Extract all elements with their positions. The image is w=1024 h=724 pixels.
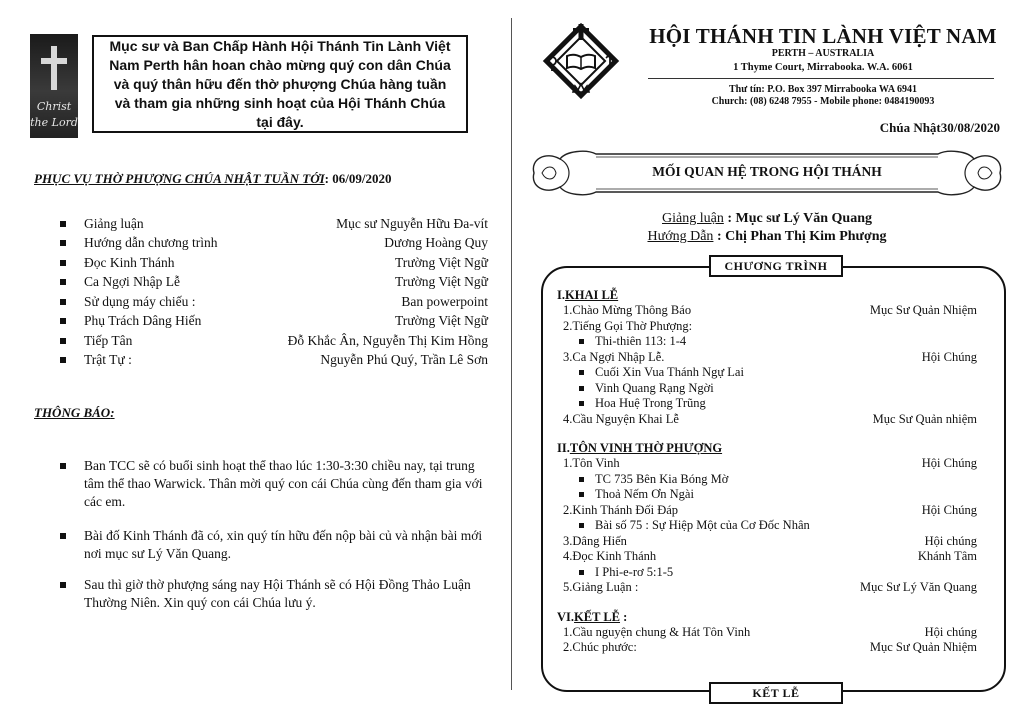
bullet-icon [60,260,66,266]
bullet-icon [60,357,66,363]
service-item: 1.Chào Mừng Thông Báo Mục Sư Quản Nhiệm [563,303,977,317]
bullet-icon [579,523,584,528]
section-title: VI.KẾT LỄ : [557,609,628,624]
page-divider [511,18,512,690]
sermon-theme: MỐI QUAN HỆ TRONG HỘI THÁNH [652,164,882,179]
service-item: 1.Cầu nguyện chung & Hát Tôn Vinh Hội chúng [563,624,977,639]
church-address: 1 Thyme Court, Mirrabooka. W.A. 6061 [733,62,913,73]
cross-icon [51,46,57,90]
welcome-box [92,35,468,133]
card-caption-line1: Christ [36,100,72,113]
bullet-icon [60,338,66,344]
sermon-label: Giảng luận [662,211,724,226]
duty-row [60,214,488,234]
order-of-service [557,287,985,656]
service-subitem: Thi-thiên 113: 1-4 [557,334,985,350]
notice-item [60,527,496,563]
service-subitem: Bài số 75 : Sự Hiệp Một của Cơ Đốc Nhân [557,518,985,534]
duty-row [60,351,488,371]
duty-person: Trường Việt Ngữ [395,274,488,290]
christ-the-lord-card [30,34,78,138]
bullet-icon [60,279,66,285]
bullet-icon [60,533,66,539]
duty-row [60,234,488,254]
duty-role: Ca Ngợi Nhập Lễ [84,274,180,290]
service-item: 3.Dâng Hiến Hội chúng [563,533,977,548]
bullet-icon [60,318,66,324]
service-subitem: Vinh Quang Rạng Ngời [557,381,985,397]
duty-role: Đọc Kinh Thánh [84,254,175,270]
next-service-label: PHỤC VỤ THỜ PHƯỢNG CHÚA NHẬT TUẦN TỚI [34,171,325,186]
church-mail: Thư tín: P.O. Box 397 Mirrabooka WA 6941 [729,84,917,95]
section-title: II.TÔN VINH THỜ PHƯỢNG [557,441,723,455]
duty-role: Giảng luận [84,215,144,231]
church-phone: Church: (08) 6248 7955 - Mobile phone: 0484190093 [711,96,935,107]
service-item: 5.Giảng Luận : Mục Sư Lý Văn Quang [563,580,977,594]
bullet-icon [60,299,66,305]
duty-person: Trường Việt Ngữ [395,313,488,329]
sermon-value: : Mục sư Lý Văn Quang [723,211,872,226]
card-caption-line2: the Lord [30,116,78,129]
notice-text: Sau thì giờ thờ phượng sáng nay Hội Thánh sẽ có Hội Đồng Thảo Luận Thường Niên. Xin quý con cái Chúa lưu ý. [84,577,471,610]
service-item: 4.Cầu Nguyện Khai Lễ Mục Sư Quản nhiệm [563,411,977,426]
bullet-icon [579,370,584,375]
program-title: CHƯƠNG TRÌNH [709,255,843,277]
bullet-icon [579,386,584,391]
bullet-icon [579,477,584,482]
next-service-heading [34,171,391,187]
church-logo-icon [540,20,622,102]
church-name: HỘI THÁNH TIN LÀNH VIỆT NAM [649,24,997,48]
sermon-line [560,211,974,227]
duty-row [60,331,488,351]
duty-row [60,292,488,312]
notice-item [60,576,496,612]
bullet-icon [579,339,584,344]
notice-item [60,457,496,511]
service-date: Chúa Nhật30/08/2020 [879,120,1000,135]
church-city: PERTH – AUSTRALIA [771,48,875,59]
service-item: 2.Tiếng Gọi Thờ Phượng: [563,318,693,333]
closing-title: KẾT LỄ [709,682,843,704]
bullet-icon [60,240,66,246]
welcome-text: Mục sư và Ban Chấp Hành Hội Thánh Tin Lành Việt Nam Perth hân hoan chào mừng quý con dân Chúa và quý thân hữu đến thờ phượng Chúa hàng tuần và tham gia những sinh hoạt của Hội Thánh Chúa tại đây. [109,37,451,130]
service-item: 4.Đọc Kinh Thánh Khánh Tâm [563,549,977,563]
service-subitem: Thoả Nếm Ơn Ngài [557,487,985,503]
service-item: 1.Tôn Vinh Hội Chúng [563,456,977,470]
notice-text: Bài đố Kinh Thánh đã có, xin quý tín hữu đến nộp bài củ và nhận bài mới nơi mục sư Lý Văn Quang. [84,528,483,561]
notice-heading-colon: : [110,405,115,420]
duty-role: Phụ Trách Dâng Hiến [84,313,202,329]
service-subitem: Hoa Huệ Trong Trũng [557,396,985,412]
duty-person: Nguyễn Phú Quý, Trần Lê Sơn [320,352,488,368]
duty-role: Hướng dẫn chương trình [84,235,218,251]
notice-heading-text: THÔNG BÁO [34,405,111,420]
duty-person: Ban powerpoint [401,293,488,309]
bullet-icon [579,401,584,406]
duty-list [60,214,488,370]
bullet-icon [60,582,66,588]
service-item: 3.Ca Ngợi Nhập Lễ. Hội Chúng [563,349,977,364]
service-item: 2.Chúc phước: Mục Sư Quản Nhiệm [563,640,977,654]
duty-person: Đỗ Khắc Ân, Nguyễn Thị Kim Hồng [287,332,488,348]
section-title: I.KHAI LỄ [557,288,619,302]
guide-value: : Chị Phan Thị Kim Phượng [713,229,887,244]
service-subitem: Cuối Xin Vua Thánh Ngự Lai [557,365,985,381]
bullet-icon [579,570,584,575]
duty-person: Dương Hoàng Quy [384,235,488,251]
bullet-icon [60,221,66,227]
duty-row [60,312,488,332]
duty-person: Trường Việt Ngữ [395,254,488,270]
duty-role: Tiếp Tân [84,332,133,348]
notice-text: Ban TCC sẽ có buổi sinh hoạt thể thao lúc 1:30-3:30 chiều nay, tại trung tâm thể thao Warwick. Thân mời quý con cái Chúa cùng đến tham gia với các em. [84,458,483,509]
notice-heading [34,405,115,421]
bullet-icon [60,463,66,469]
duty-row [60,273,488,293]
service-subitem: TC 735 Bên Kia Bóng Mờ [557,472,985,488]
guide-label: Hướng Dẫn [647,229,714,244]
duty-person: Mục sư Nguyễn Hữu Đa-vít [336,215,488,231]
duty-role: Sử dụng máy chiếu : [84,293,196,309]
duty-row [60,253,488,273]
guide-line [560,229,974,245]
bullet-icon [579,492,584,497]
duty-role: Trật Tự : [84,352,132,368]
service-item: 2.Kinh Thánh Đối Đáp Hội Chúng [563,502,977,517]
header-rule [648,78,994,79]
next-service-date: : 06/09/2020 [324,171,392,186]
service-subitem: I Phi-e-rơ 5:1-5 [557,565,985,581]
